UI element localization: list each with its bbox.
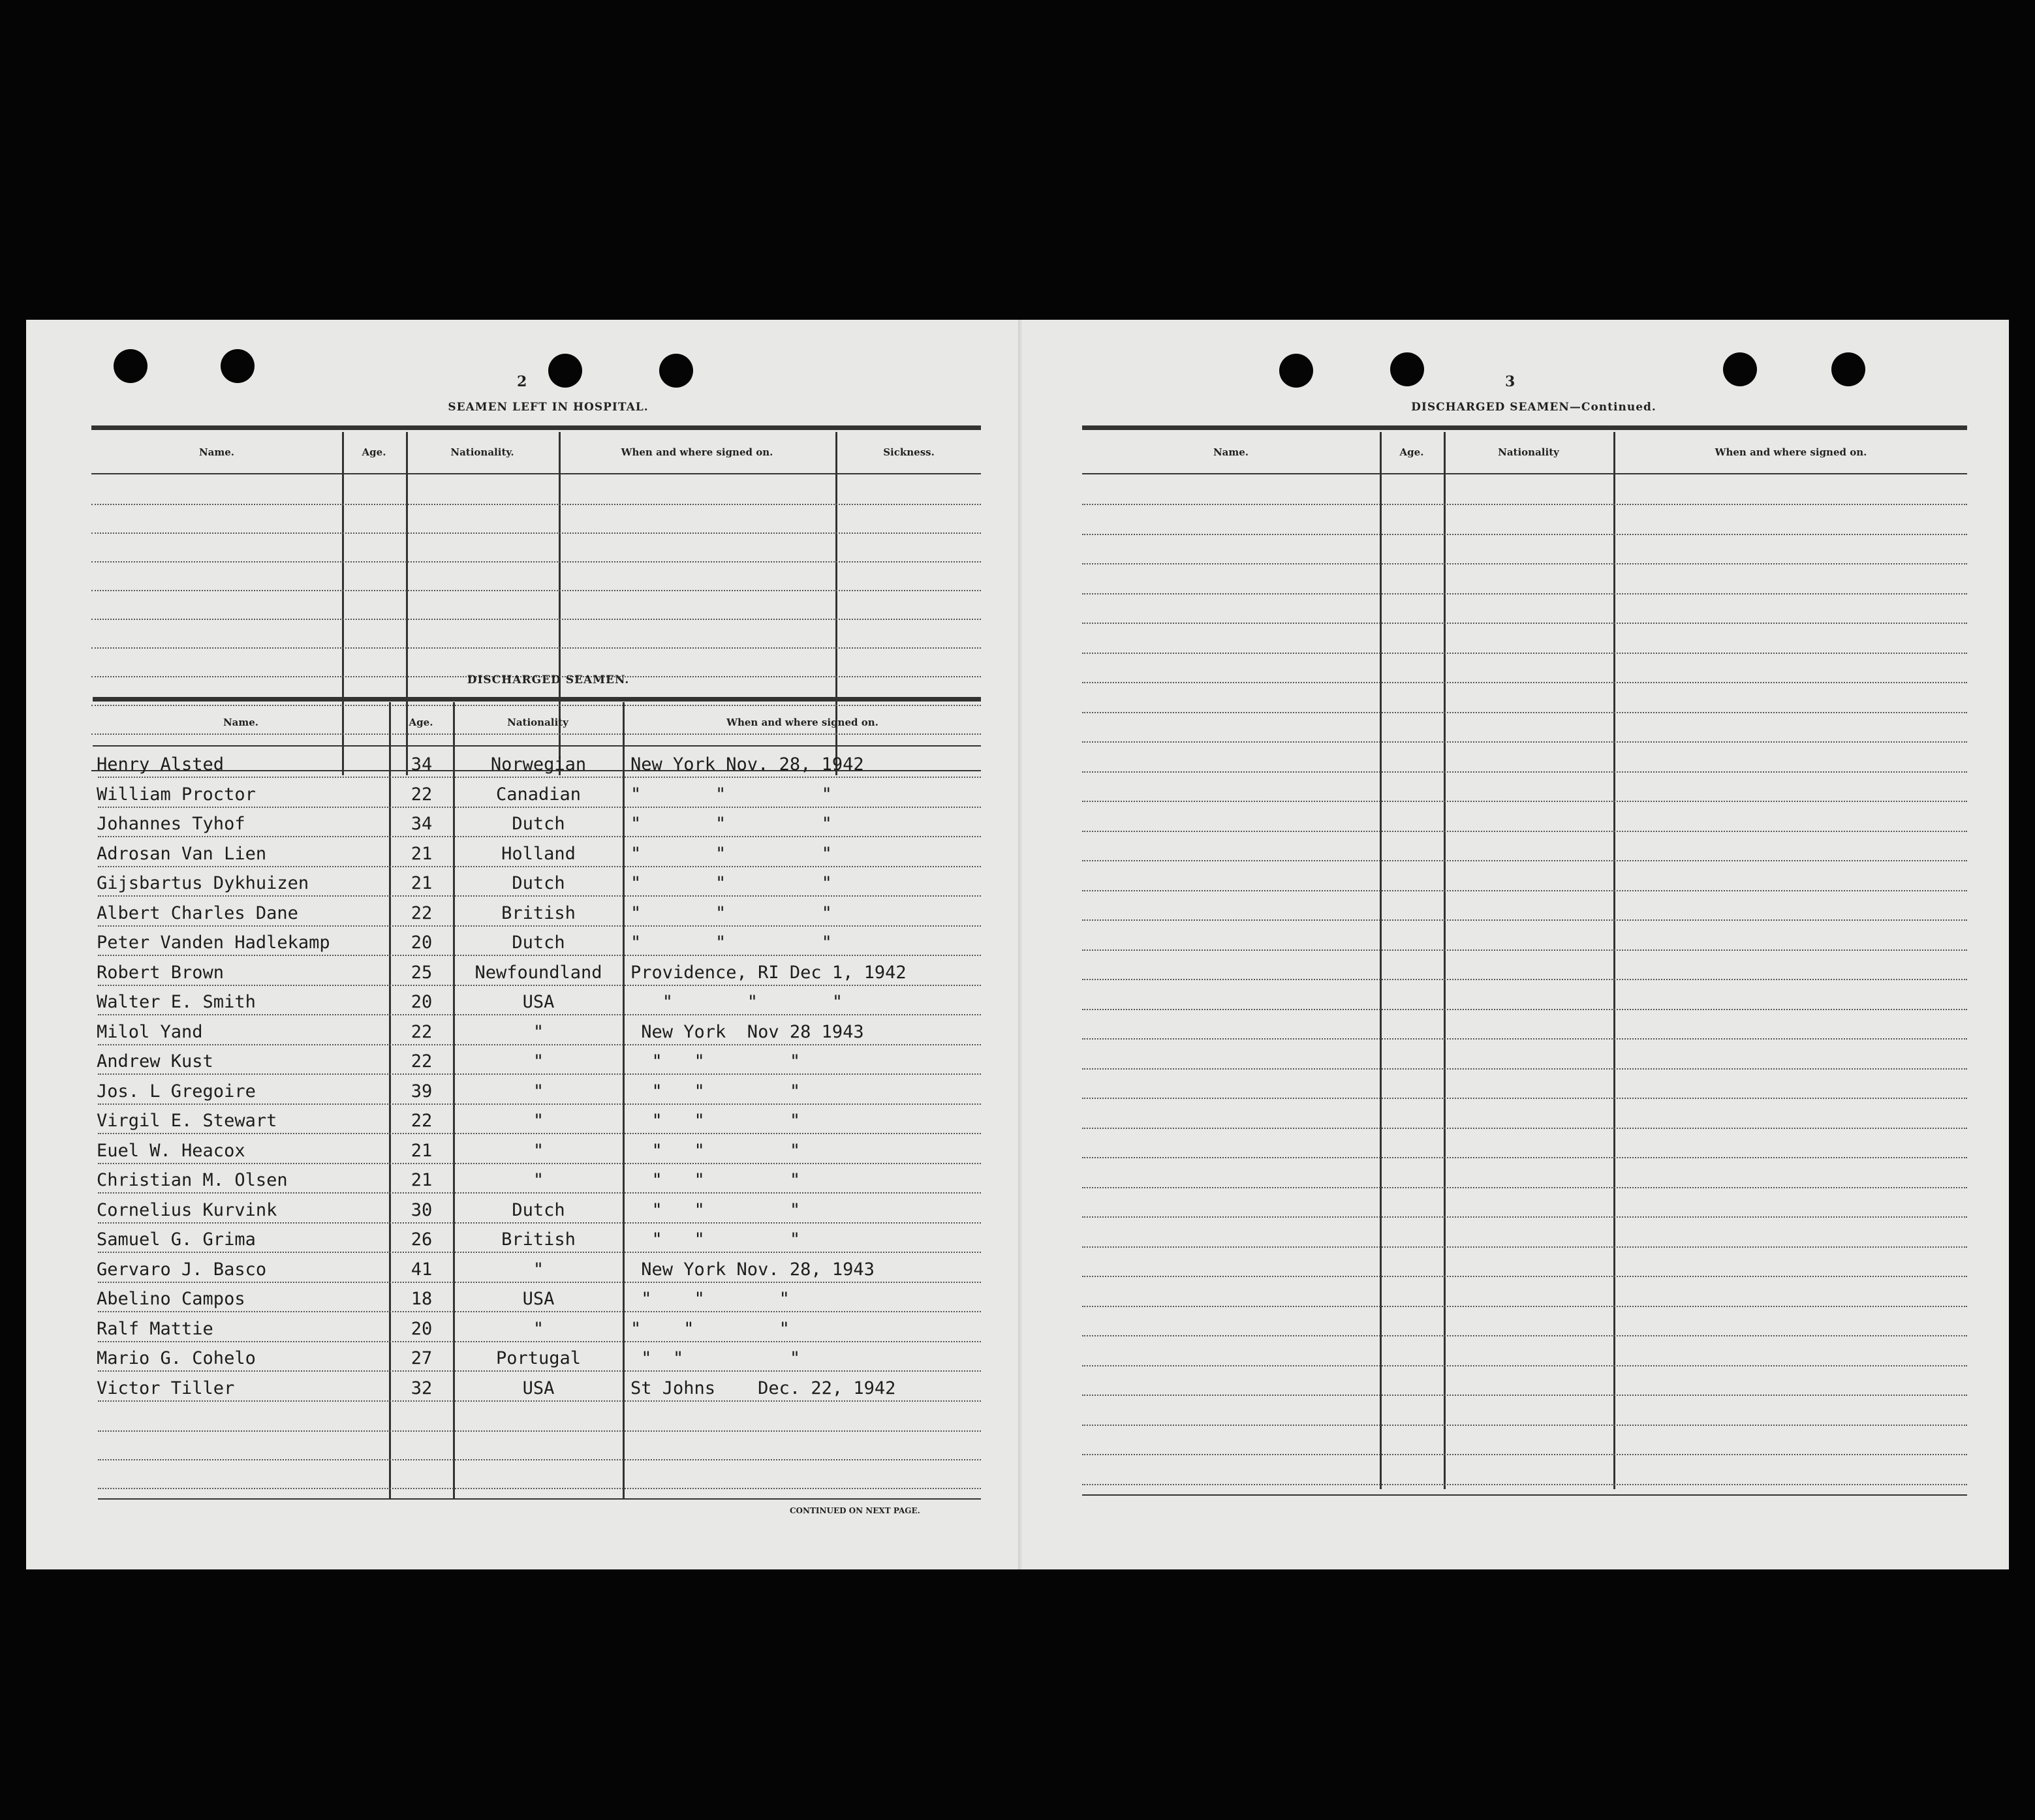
cell-name: Gervaro J. Basco (97, 1259, 267, 1280)
cell-name: Samuel G. Grima (97, 1229, 256, 1250)
row-rule (98, 1133, 981, 1134)
row-rule (1082, 890, 1967, 891)
row-rule (1082, 1246, 1967, 1248)
cell-age: 22 (411, 784, 433, 805)
table-row (26, 1374, 981, 1403)
cell-nationality: Canadian (495, 784, 582, 805)
cell-signed-on: " " " (630, 814, 832, 834)
cell-name: Henry Alsted (97, 754, 225, 775)
punch-hole (659, 354, 693, 388)
row-rule (1082, 504, 1967, 505)
cell-name: Ralf Mattie (97, 1318, 213, 1339)
punch-hole (221, 349, 255, 383)
cell-name: Walter E. Smith (97, 992, 256, 1012)
discharged-section-title: DISCHARGED SEAMEN. (467, 673, 630, 686)
cell-age: 20 (411, 992, 433, 1012)
row-rule (1082, 593, 1967, 594)
cell-nationality: British (501, 1229, 576, 1250)
cell-name: Christian M. Olsen (97, 1170, 288, 1190)
row-rule (1082, 1425, 1967, 1426)
table-row (26, 1137, 981, 1165)
table-row (26, 780, 981, 809)
cell-nationality: " (533, 1051, 544, 1072)
cell-name: Albert Charles Dane (97, 902, 298, 923)
row-rule (1082, 534, 1967, 535)
table-row (26, 1047, 981, 1076)
cell-signed-on: " " " (630, 1199, 801, 1220)
cell-age: 22 (411, 902, 433, 923)
cell-age: 32 (411, 1378, 433, 1398)
cell-signed-on: " " " (630, 1051, 801, 1072)
cell-signed-on: " " " (630, 1229, 801, 1250)
cell-signed-on: " " " (630, 902, 832, 923)
row-rule (1082, 831, 1967, 832)
row-rule (98, 955, 981, 956)
row-rule (1082, 949, 1967, 951)
cell-name: Euel W. Heacox (97, 1140, 245, 1161)
row-rule (98, 1192, 981, 1194)
row-rule (98, 1459, 981, 1460)
row-rule (1082, 979, 1967, 980)
table-row (26, 1226, 981, 1254)
cell-signed-on: " " " (630, 1140, 801, 1161)
cell-nationality: " (533, 1081, 544, 1102)
cell-nationality: Holland (501, 843, 576, 864)
column-header: Nationality. (450, 446, 514, 458)
row-rule (98, 1430, 981, 1432)
cell-signed-on: " " " (630, 1289, 790, 1309)
cell-name: Milol Yand (97, 1021, 203, 1042)
cell-signed-on: " " " (630, 873, 832, 893)
column-header: Nationality (1498, 446, 1559, 458)
cell-age: 25 (411, 962, 433, 983)
cell-nationality: " (533, 1318, 544, 1339)
table-row (26, 1196, 981, 1225)
cell-age: 22 (411, 1021, 433, 1042)
row-rule (98, 1073, 981, 1075)
cell-name: Mario G. Cohelo (97, 1348, 256, 1368)
row-rule (91, 705, 981, 706)
row-rule (91, 561, 981, 563)
cell-name: Gijsbartus Dykhuizen (97, 873, 309, 893)
row-rule (91, 590, 981, 591)
row-rule (1082, 1128, 1967, 1129)
row-rule (1082, 1157, 1967, 1158)
cell-nationality: " (533, 1259, 544, 1280)
row-rule (98, 1341, 981, 1342)
row-rule (98, 1163, 981, 1164)
cell-signed-on: " " " (630, 1318, 790, 1339)
cell-nationality: British (501, 902, 576, 923)
cell-age: 22 (411, 1051, 433, 1072)
cell-signed-on: New York Nov. 28, 1943 (630, 1259, 875, 1280)
row-rule (98, 1311, 981, 1312)
row-rule (1082, 623, 1967, 624)
cell-age: 27 (411, 1348, 433, 1368)
table-row (26, 1166, 981, 1195)
cell-age: 21 (411, 1170, 433, 1190)
punch-hole (1390, 352, 1424, 386)
column-divider (1380, 432, 1382, 1489)
cell-name: Victor Tiller (97, 1378, 235, 1398)
table-bottom-rule (1082, 1494, 1967, 1496)
cell-age: 26 (411, 1229, 433, 1250)
table-row (26, 750, 981, 779)
cell-nationality: USA (522, 992, 555, 1012)
punch-hole (548, 354, 582, 388)
cell-signed-on: New York Nov. 28, 1942 (630, 754, 864, 775)
row-rule (98, 985, 981, 986)
cell-age: 20 (411, 1318, 433, 1339)
cell-nationality: " (533, 1111, 544, 1131)
table-row (26, 1285, 981, 1314)
row-rule (1082, 1276, 1967, 1277)
row-rule (98, 1252, 981, 1253)
row-rule (1082, 1395, 1967, 1396)
row-rule (1082, 919, 1967, 921)
cell-signed-on: " " " (630, 1081, 801, 1102)
row-rule (1082, 1098, 1967, 1099)
table-row (26, 929, 981, 957)
cell-nationality: " (533, 1170, 544, 1190)
table-row (26, 1107, 981, 1135)
cell-age: 34 (411, 814, 433, 834)
row-rule (1082, 1306, 1967, 1307)
cell-signed-on: " " " (630, 933, 832, 953)
table-row (26, 1315, 981, 1344)
row-rule (91, 619, 981, 620)
row-rule (1082, 860, 1967, 861)
row-rule (98, 1103, 981, 1105)
row-rule (91, 532, 981, 534)
punch-hole (114, 349, 148, 383)
table-row (26, 869, 981, 898)
column-header: When and where signed on. (621, 446, 773, 458)
row-rule (98, 1370, 981, 1372)
table-row (26, 988, 981, 1017)
cell-nationality: Dutch (512, 1199, 565, 1220)
document-paper (26, 320, 2009, 1569)
cell-signed-on: " " " (630, 784, 832, 805)
cell-age: 30 (411, 1199, 433, 1220)
row-rule (1082, 1187, 1967, 1188)
column-header: Age. (409, 717, 433, 728)
column-divider (1444, 432, 1446, 1489)
cell-signed-on: " " " (630, 992, 843, 1012)
row-rule (1082, 1335, 1967, 1336)
row-rule (91, 504, 981, 505)
cell-name: Abelino Campos (97, 1289, 245, 1309)
header-rule (93, 745, 981, 747)
row-rule (98, 1282, 981, 1283)
cell-nationality: Norwegian (490, 754, 587, 775)
cell-nationality: USA (522, 1289, 555, 1309)
cell-age: 41 (411, 1259, 433, 1280)
cell-name: Andrew Kust (97, 1051, 213, 1072)
row-rule (91, 733, 981, 735)
cell-age: 20 (411, 933, 433, 953)
table-top-rule (91, 425, 981, 430)
page-fold (1018, 320, 1022, 1569)
row-rule (98, 866, 981, 867)
table-bottom-rule (98, 1498, 981, 1500)
cell-age: 34 (411, 754, 433, 775)
table-row (26, 840, 981, 869)
row-rule (91, 647, 981, 649)
cell-age: 18 (411, 1289, 433, 1309)
row-rule (98, 1400, 981, 1402)
row-rule (98, 1044, 981, 1045)
table-row (26, 1256, 981, 1284)
row-rule (1082, 712, 1967, 713)
cell-signed-on: " " " (630, 1111, 801, 1131)
cell-nationality: " (533, 1021, 544, 1042)
cell-age: 21 (411, 1140, 433, 1161)
row-rule (1082, 1454, 1967, 1455)
cell-name: Cornelius Kurvink (97, 1199, 277, 1220)
column-header: Sickness. (883, 446, 935, 458)
cell-nationality: Dutch (512, 814, 565, 834)
table-row (26, 959, 981, 987)
cell-nationality: USA (522, 1378, 555, 1398)
row-rule (1082, 741, 1967, 743)
header-rule (91, 473, 981, 474)
row-rule (98, 1222, 981, 1224)
row-rule (98, 925, 981, 927)
discharged-continued-title: DISCHARGED SEAMEN—Continued. (1411, 401, 1656, 414)
cell-name: Peter Vanden Hadlekamp (97, 933, 330, 953)
table-row (26, 899, 981, 928)
row-rule (1082, 653, 1967, 654)
row-rule (1082, 1038, 1967, 1040)
table-row (26, 1018, 981, 1047)
table-row (26, 1344, 981, 1373)
column-header: Name. (1213, 446, 1249, 458)
cell-name: Robert Brown (97, 962, 225, 983)
cell-age: 22 (411, 1111, 433, 1131)
table-row (26, 810, 981, 839)
row-rule (1082, 1216, 1967, 1218)
punch-hole (1831, 352, 1865, 386)
header-rule (1082, 473, 1967, 474)
cell-signed-on: New York Nov 28 1943 (630, 1021, 864, 1042)
cell-nationality: Dutch (512, 873, 565, 893)
continued-footnote: CONTINUED ON NEXT PAGE. (790, 1506, 920, 1515)
cell-nationality: Dutch (512, 933, 565, 953)
table-row (26, 1077, 981, 1106)
cell-nationality: Newfoundland (474, 962, 602, 983)
column-header: Nationality (507, 717, 568, 728)
row-rule (98, 1488, 981, 1489)
cell-name: Virgil E. Stewart (97, 1111, 277, 1131)
cell-nationality: " (533, 1140, 544, 1161)
cell-nationality: Portugal (495, 1348, 582, 1368)
table-top-rule (1082, 425, 1967, 430)
column-header: Age. (362, 446, 386, 458)
cell-name: William Proctor (97, 784, 256, 805)
column-divider (1613, 432, 1615, 1489)
cell-signed-on: " " " (630, 1170, 801, 1190)
cell-signed-on: " " " (630, 1348, 801, 1368)
cell-age: 39 (411, 1081, 433, 1102)
punch-hole (1279, 354, 1313, 388)
cell-age: 21 (411, 873, 433, 893)
cell-name: Jos. L Gregoire (97, 1081, 256, 1102)
row-rule (98, 836, 981, 837)
table-top-rule (93, 697, 981, 702)
row-rule (98, 895, 981, 897)
row-rule (98, 1014, 981, 1015)
cell-name: Adrosan Van Lien (97, 843, 267, 864)
row-rule (1082, 1365, 1967, 1366)
column-header: Age. (1399, 446, 1424, 458)
column-header: When and where signed on. (1715, 446, 1867, 458)
row-rule (1082, 682, 1967, 683)
cell-name: Johannes Tyhof (97, 814, 245, 834)
row-rule (98, 807, 981, 808)
cell-age: 21 (411, 843, 433, 864)
row-rule (1082, 1484, 1967, 1485)
row-rule (98, 777, 981, 778)
punch-hole (1723, 352, 1757, 386)
row-rule (1082, 771, 1967, 773)
column-header: When and where signed on. (726, 717, 878, 728)
row-rule (1082, 801, 1967, 802)
hospital-section-title: SEAMEN LEFT IN HOSPITAL. (448, 401, 649, 414)
row-rule (1082, 563, 1967, 564)
cell-signed-on: St Johns Dec. 22, 1942 (630, 1378, 896, 1398)
page-number: 3 (1505, 373, 1515, 390)
cell-signed-on: Providence, RI Dec 1, 1942 (630, 962, 907, 983)
row-rule (1082, 1009, 1967, 1010)
page-number: 2 (517, 373, 527, 390)
row-rule (1082, 1068, 1967, 1070)
column-header: Name. (198, 446, 235, 458)
cell-signed-on: " " " (630, 843, 832, 864)
column-header: Name. (223, 717, 259, 728)
